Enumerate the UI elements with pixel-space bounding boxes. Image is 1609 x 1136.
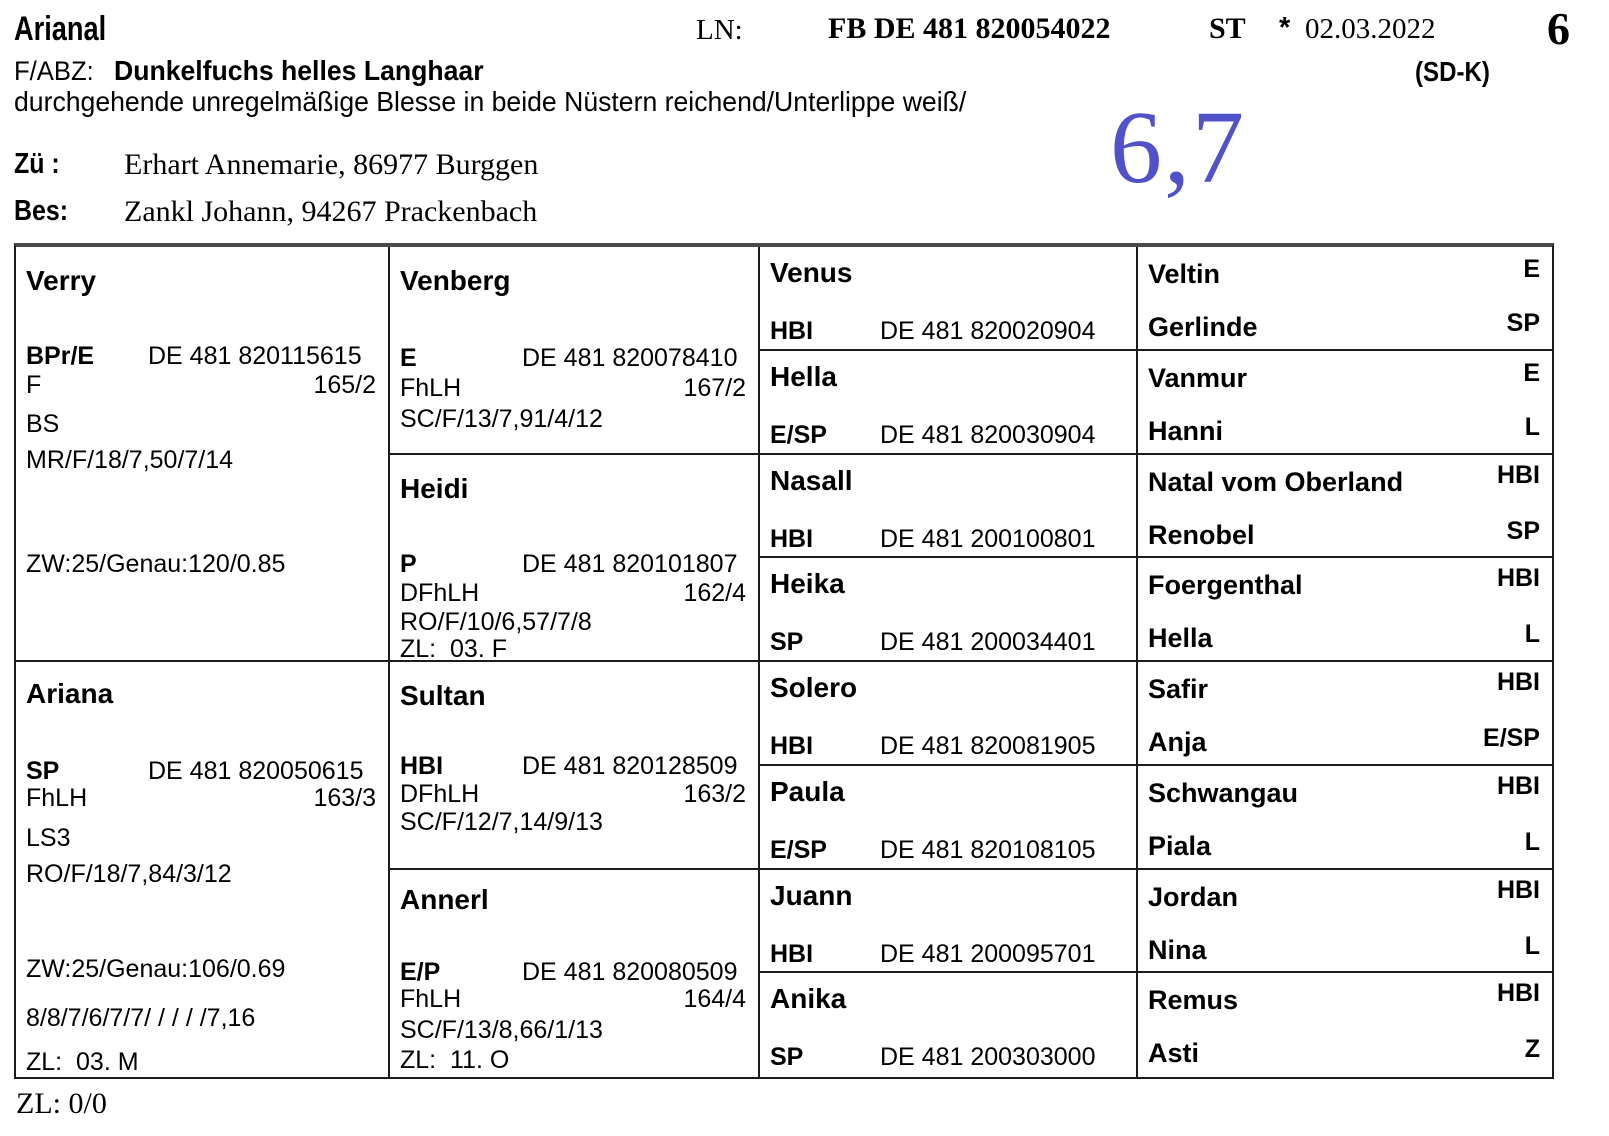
- class-label: HBI: [1496, 668, 1540, 696]
- registration-number: DE 481 820101807: [522, 549, 738, 578]
- horse-name: Natal vom Oberland: [1148, 466, 1404, 497]
- premium-label: BPr/E: [26, 342, 95, 370]
- horse-name: Anja: [1148, 727, 1207, 757]
- type-code: F: [26, 371, 42, 399]
- markings-description: [14, 88, 1016, 116]
- class-label: E: [1523, 255, 1540, 283]
- horse-name: Asti: [1148, 1038, 1200, 1069]
- breeding-value: ZW:25/Genau:120/0.85: [26, 550, 286, 578]
- pedigree-cell-gen3-5: [760, 662, 1138, 766]
- class-label: E/SP: [1483, 724, 1540, 752]
- horse-name: Nasall: [770, 464, 853, 496]
- page-number: 6: [1547, 3, 1570, 54]
- premium-label: SP: [770, 628, 804, 657]
- zl-line: ZL: 03. F: [400, 634, 507, 663]
- sdk-label: [1415, 58, 1502, 86]
- type-code: DFhLH: [400, 578, 480, 607]
- registration-number: DE 481 820078410: [522, 344, 738, 372]
- pedigree-cell-gen3-4: [760, 558, 1138, 662]
- owner-value: Zankl Johann, 94267 Prackenbach: [124, 195, 538, 228]
- class-label: HBI: [1496, 460, 1540, 489]
- pedigree-table: [14, 243, 1554, 1079]
- horse-name: Anika: [770, 983, 847, 1015]
- color-coat-value: [114, 57, 503, 85]
- line3: BS: [26, 410, 60, 438]
- registration-number: DE 481 820081905: [880, 732, 1096, 760]
- horse-name: Sultan: [400, 680, 486, 711]
- birth-date: 02.03.2022: [1305, 13, 1436, 45]
- performance-line: SC/F/12/7,14/9/13: [400, 808, 603, 836]
- class-label: E: [1523, 358, 1540, 387]
- class-label: L: [1524, 931, 1540, 960]
- measurement: 165/2: [313, 371, 376, 399]
- registration-number: DE 481 200034401: [880, 628, 1096, 657]
- markings-text: durchgehende unregelmäßige Blesse in beide Nüstern reichend/Unterlippe weiß/: [14, 86, 967, 117]
- horse-name: Piala: [1148, 830, 1212, 861]
- premium-label: E/SP: [770, 835, 827, 864]
- birth-star-icon: *: [1279, 12, 1291, 44]
- performance-line: SC/F/13/7,91/4/12: [400, 405, 603, 433]
- class-label: L: [1524, 827, 1540, 856]
- class-label: SP: [1506, 516, 1540, 545]
- st-label: ST: [1209, 12, 1246, 45]
- pedigree-cell-gen2-1: [390, 247, 760, 455]
- premium-label: HBI: [770, 524, 814, 553]
- pedigree-cell-gen4-3: [1138, 455, 1552, 559]
- registration-number: DE 481 200095701: [880, 939, 1096, 968]
- breeding-value: ZW:25/Genau:106/0.69: [26, 955, 286, 983]
- type-code: FhLH: [26, 784, 88, 812]
- pedigree-cell-gen4-1: [1138, 247, 1552, 351]
- footer-zl-line: ZL: 0/0: [16, 1087, 107, 1120]
- class-label: HBI: [1496, 875, 1540, 904]
- pedigree-cell-gen4-2: [1138, 351, 1552, 455]
- pedigree-cell-gen2-2: [390, 455, 760, 663]
- premium-label: P: [400, 549, 417, 578]
- registration-number: DE 481 820080509: [522, 957, 738, 986]
- pedigree-cell-gen4-4: [1138, 558, 1552, 662]
- premium-label: SP: [26, 757, 60, 785]
- pedigree-cell-gen3-6: [760, 766, 1138, 870]
- class-label: Z: [1524, 1035, 1540, 1064]
- horse-name: Paula: [770, 775, 845, 807]
- zl-line: ZL: 03. M: [26, 1048, 139, 1076]
- registration-number: DE 481 820030904: [880, 420, 1096, 449]
- horse-name: Hanni: [1148, 415, 1224, 446]
- class-label: HBI: [1496, 771, 1540, 800]
- pedigree-cell-gen4-5: [1138, 662, 1552, 766]
- score-line: 8/8/7/6/7/7/ / / / /7,16: [26, 1004, 256, 1032]
- horse-name: Jordan: [1148, 881, 1239, 912]
- horse-name: Gerlinde: [1148, 312, 1258, 342]
- type-code: FhLH: [400, 374, 462, 402]
- class-label: L: [1524, 412, 1540, 441]
- performance-line: RO/F/18/7,84/3/12: [26, 860, 232, 888]
- pedigree-cell-gen4-8: [1138, 973, 1552, 1077]
- sdk-label-text: (SD-K): [1415, 56, 1490, 87]
- pedigree-cell-gen3-1: [760, 247, 1138, 351]
- measurement: 164/4: [683, 984, 746, 1013]
- performance-line: SC/F/13/8,66/1/13: [400, 1015, 603, 1044]
- horse-name: Veltin: [1148, 259, 1221, 289]
- pedigree-cell-gen4-6: [1138, 766, 1552, 870]
- class-label: HBI: [1496, 564, 1540, 593]
- pedigree-cell-gen3-7: [760, 870, 1138, 974]
- registration-number: DE 481 820050615: [148, 757, 364, 785]
- horse-name-title-text: Arianal: [14, 10, 107, 48]
- performance-line: MR/F/18/7,50/7/14: [26, 446, 234, 474]
- grade-score: 6,7: [1110, 90, 1246, 205]
- horse-name-title: [14, 12, 129, 46]
- horse-name: Nina: [1148, 934, 1207, 965]
- horse-name: Renobel: [1148, 519, 1255, 550]
- registration-number: DE 481 200100801: [880, 524, 1096, 553]
- horse-name: Juann: [770, 879, 853, 911]
- type-code: FhLH: [400, 984, 462, 1013]
- pedigree-cell-gen4-7: [1138, 870, 1552, 974]
- premium-label: HBI: [770, 732, 814, 760]
- ln-label: LN:: [696, 14, 743, 46]
- premium-label: HBI: [400, 752, 444, 780]
- horse-name: Foergenthal: [1148, 570, 1303, 601]
- horse-name: Solero: [770, 672, 858, 703]
- breeder-label-text: Zü :: [14, 148, 60, 180]
- horse-name: Annerl: [400, 883, 489, 915]
- measurement: 163/2: [683, 780, 746, 808]
- class-label: L: [1524, 620, 1540, 649]
- horse-name: Safir: [1148, 674, 1209, 704]
- premium-label: E/P: [400, 957, 441, 986]
- registration-number: DE 481 820115615: [148, 342, 362, 370]
- horse-name: Schwangau: [1148, 777, 1299, 808]
- pedigree-cell-gen2-4: [390, 870, 760, 1078]
- horse-name: Vanmur: [1148, 362, 1248, 393]
- pedigree-cell-gen3-8: [760, 973, 1138, 1077]
- premium-label: HBI: [770, 317, 814, 345]
- premium-label: HBI: [770, 939, 814, 968]
- premium-label: SP: [770, 1043, 804, 1072]
- horse-name: Venberg: [400, 265, 511, 296]
- pedigree-cell-gen3-2: [760, 351, 1138, 455]
- pedigree-cell-sire: [16, 247, 390, 662]
- breeder-label: [14, 150, 67, 179]
- measurement: 162/4: [683, 578, 746, 607]
- measurement: 163/3: [313, 784, 376, 812]
- registration-number: DE 481 820020904: [880, 317, 1096, 345]
- horse-name: Hella: [1148, 623, 1213, 654]
- color-coat-text: Dunkelfuchs helles Langhaar: [114, 55, 484, 86]
- owner-label-text: Bes:: [14, 195, 69, 227]
- zl-line: ZL: 11. O: [400, 1045, 510, 1074]
- premium-label: E: [400, 344, 417, 372]
- owner-label: [14, 197, 77, 226]
- registration-number: DE 481 200303000: [880, 1043, 1096, 1072]
- studbook-number: FB DE 481 820054022: [828, 12, 1111, 45]
- line3: LS3: [26, 824, 71, 852]
- horse-name: Heidi: [400, 472, 469, 504]
- pedigree-cell-gen3-3: [760, 455, 1138, 559]
- horse-name: Verry: [26, 265, 97, 296]
- horse-name: Ariana: [26, 678, 114, 709]
- class-label: SP: [1506, 309, 1540, 337]
- class-label: HBI: [1496, 979, 1540, 1008]
- horse-name: Heika: [770, 568, 845, 600]
- performance-line: RO/F/10/6,57/7/8: [400, 607, 592, 636]
- breeder-value: Erhart Annemarie, 86977 Burggen: [124, 148, 539, 181]
- registration-number: DE 481 820108105: [880, 835, 1096, 864]
- premium-label: E/SP: [770, 420, 827, 449]
- measurement: 167/2: [683, 374, 746, 402]
- horse-name: Hella: [770, 360, 837, 392]
- type-code: DFhLH: [400, 780, 480, 808]
- pedigree-cell-dam: [16, 662, 390, 1077]
- fabz-label-text: F/ABZ:: [14, 56, 94, 86]
- fabz-label: [14, 58, 98, 85]
- pedigree-cell-gen2-3: [390, 662, 760, 870]
- horse-name: Remus: [1148, 985, 1239, 1016]
- horse-name: Venus: [770, 257, 853, 288]
- registration-number: DE 481 820128509: [522, 752, 738, 780]
